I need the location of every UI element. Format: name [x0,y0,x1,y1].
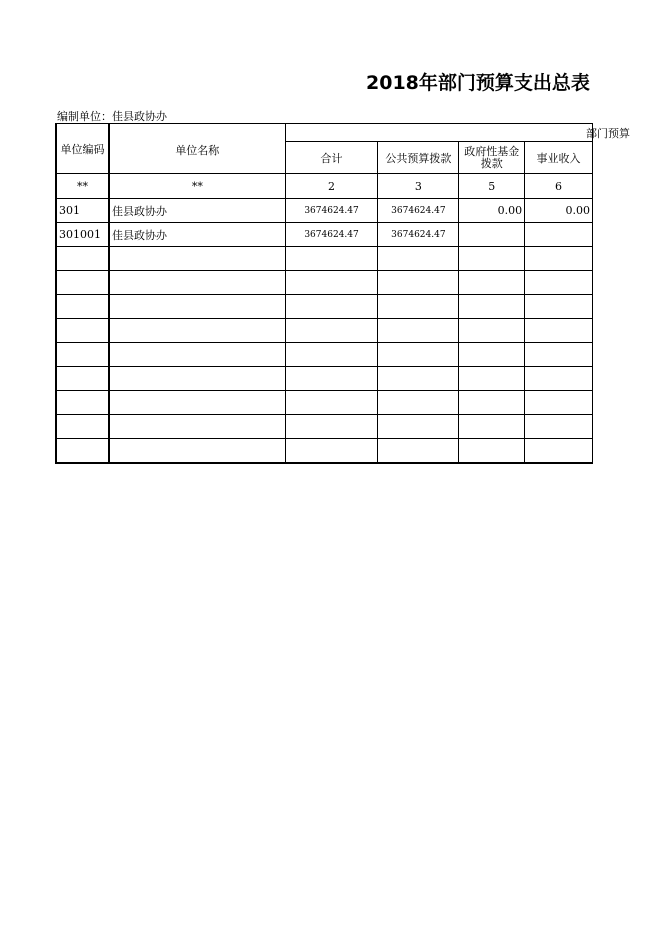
budget-table-container [55,123,630,468]
index-cell: ** [109,174,285,199]
cell-fund: 0.00 [459,199,525,223]
header-col-fund [459,142,525,174]
index-cell: 5 [459,174,525,199]
header-col-biz: 事业收入 [525,142,593,174]
index-cell: ** [56,174,109,199]
table-row-empty [56,247,593,271]
header-col-fund-label: 政府性基金拨款 [464,144,520,170]
header-name: 单位名称 [109,124,285,174]
cell-fund [459,223,525,247]
header-col-total: 合计 [285,142,378,174]
table-row-empty [56,391,593,415]
cell-total: 3674624.47 [285,199,378,223]
header-group-label: 部门预算 [586,126,630,140]
table-row-empty [56,439,593,463]
header-col-public: 公共预算拨款 [378,142,459,174]
index-cell: 6 [525,174,593,199]
table-row-empty [56,271,593,295]
header-group [285,124,630,142]
table-row-empty [56,343,593,367]
cell-name: 佳县政协办 [109,223,285,247]
cell-biz [525,223,593,247]
page-title: 2018年部门预算支出总表 [366,72,590,94]
table-row-empty [56,319,593,343]
cell-total: 3674624.47 [285,223,378,247]
index-cell: 3 [378,174,459,199]
cell-code: 301001 [56,223,109,247]
index-cell: 2 [285,174,378,199]
cell-public: 3674624.47 [378,199,459,223]
unit-line [57,108,167,124]
unit-label: 编制单位： [57,110,112,123]
unit-name: 佳县政协办 [112,110,167,123]
table-row [56,223,593,247]
table-row-empty [56,415,593,439]
cell-biz: 0.00 [525,199,593,223]
table-row-empty [56,295,593,319]
cell-name: 佳县政协办 [109,199,285,223]
cell-public: 3674624.47 [378,223,459,247]
cell-code: 301 [56,199,109,223]
header-code: 单位编码 [56,124,109,174]
table-row-empty [56,367,593,391]
budget-table [55,123,630,464]
table-row [56,199,593,223]
